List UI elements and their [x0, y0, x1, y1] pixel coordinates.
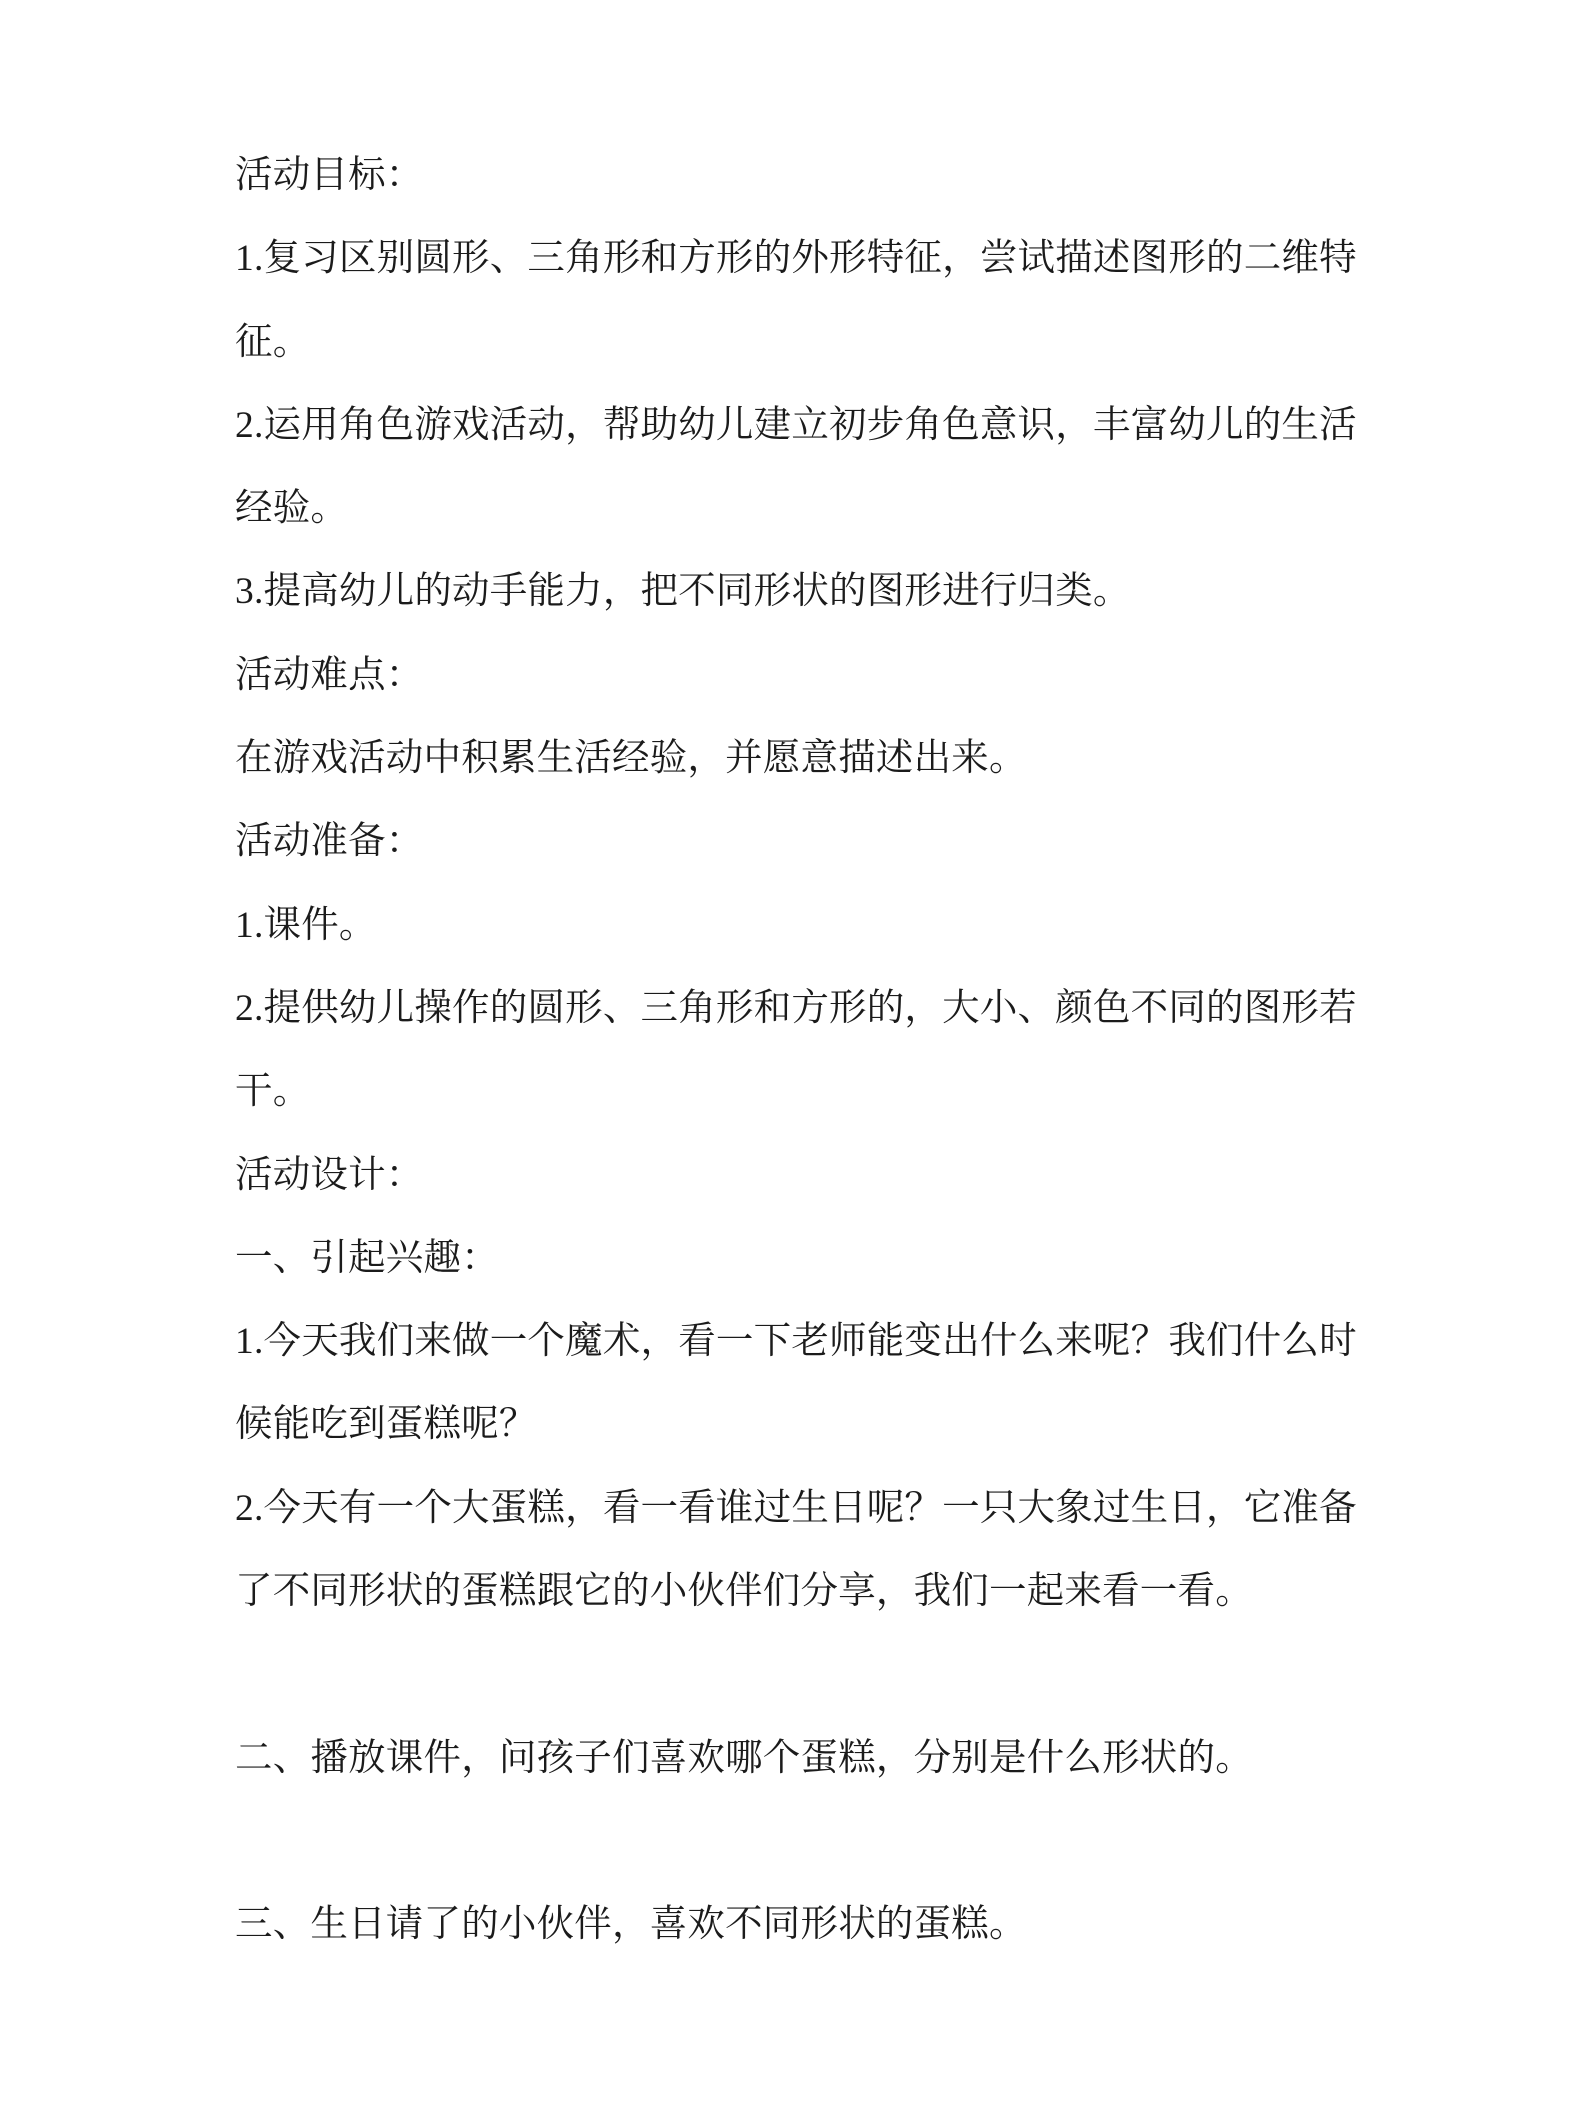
section-1-item-2-line-1: 2.今天有一个大蛋糕，看一看谁过生日呢？一只大象过生日，它准备	[235, 1487, 1357, 1529]
heading-activity-difficulty: 活动难点：	[235, 654, 424, 696]
goal-3: 3.提高幼儿的动手能力，把不同形状的图形进行归类。	[235, 571, 1131, 613]
section-1-item-2-line-2: 了不同形状的蛋糕跟它的小伙伴们分享，我们一起来看一看。	[235, 1571, 1253, 1613]
section-1-item-1-line-2: 候能吃到蛋糕呢？	[235, 1404, 537, 1446]
goal-2-line-1: 2.运用角色游戏活动，帮助幼儿建立初步角色意识，丰富幼儿的生活	[235, 404, 1357, 446]
difficulty-text: 在游戏活动中积累生活经验，并愿意描述出来。	[235, 738, 1027, 780]
heading-activity-preparation: 活动准备：	[235, 821, 424, 863]
preparation-item-2-line-1: 2.提供幼儿操作的圆形、三角形和方形的，大小、颜色不同的图形若	[235, 987, 1357, 1029]
section-1-title: 一、引起兴趣：	[235, 1237, 499, 1279]
goal-1-line-2: 征。	[235, 321, 311, 363]
goal-1-line-1: 1.复习区别圆形、三角形和方形的外形特征，尝试描述图形的二维特	[235, 238, 1357, 280]
heading-activity-goals: 活动目标：	[235, 155, 424, 196]
section-2-title: 二、播放课件，问孩子们喜欢哪个蛋糕，分别是什么形状的。	[235, 1737, 1253, 1779]
blank-line	[235, 1633, 1357, 1716]
preparation-item-2-line-2: 干。	[235, 1071, 311, 1113]
blank-line	[235, 1800, 1357, 1883]
section-3-title: 三、生日请了的小伙伴，喜欢不同形状的蛋糕。	[235, 1904, 1027, 1946]
goal-2-line-2: 经验。	[235, 488, 349, 530]
preparation-item-1: 1.课件。	[235, 904, 377, 946]
section-1-item-1-line-1: 1.今天我们来做一个魔术，看一下老师能变出什么来呢？我们什么时	[235, 1321, 1357, 1363]
heading-activity-design: 活动设计：	[235, 1154, 424, 1196]
